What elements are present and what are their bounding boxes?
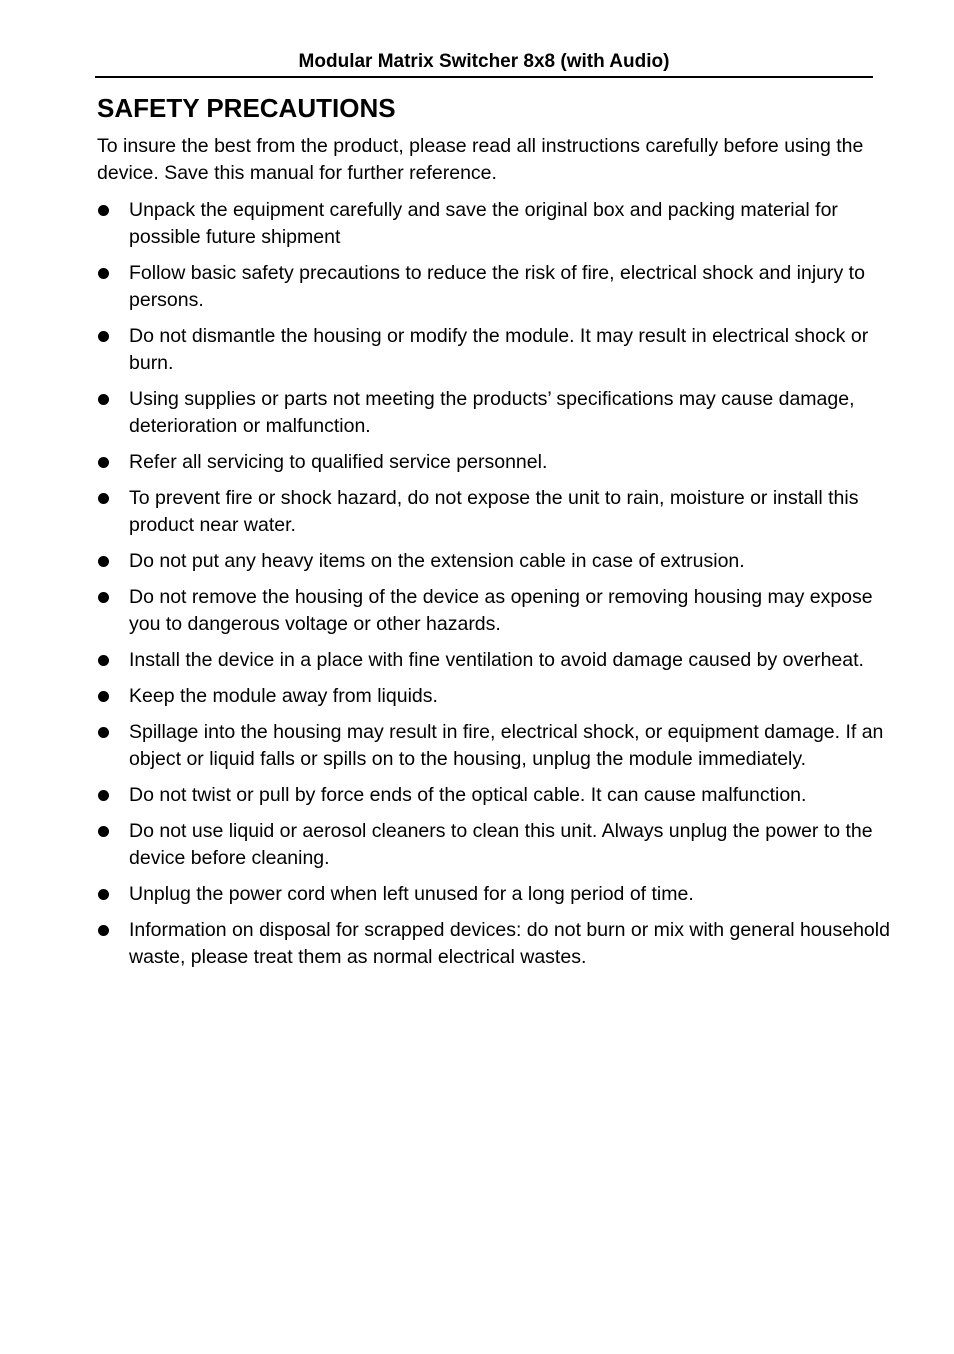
section-title: SAFETY PRECAUTIONS xyxy=(97,93,396,123)
list-item-text: Follow basic safety precautions to reduce the risk of fire, electrical shock and injury to persons. xyxy=(129,262,865,311)
list-item xyxy=(97,719,897,773)
list-item xyxy=(97,323,897,377)
list-item-text: Do not twist or pull by force ends of the optical cable. It can cause malfunction. xyxy=(129,784,807,806)
list-item-text: To prevent fire or shock hazard, do not expose the unit to rain, moisture or install this product near water. xyxy=(129,487,859,536)
list-item xyxy=(97,386,897,440)
list-item xyxy=(97,881,897,908)
list-item-text: Unplug the power cord when left unused for a long period of time. xyxy=(129,883,694,905)
list-item-text: Keep the module away from liquids. xyxy=(129,685,438,707)
bullet-icon xyxy=(98,268,109,279)
list-item-text: Do not use liquid or aerosol cleaners to clean this unit. Always unplug the power to the device before cleaning. xyxy=(129,820,873,869)
list-item xyxy=(97,584,897,638)
bullet-icon xyxy=(98,457,109,468)
list-item xyxy=(97,647,897,674)
list-item-text: Do not dismantle the housing or modify the module. It may result in electrical shock or burn. xyxy=(129,325,869,374)
bullet-icon xyxy=(98,394,109,405)
list-item-text: Refer all servicing to qualified service personnel. xyxy=(129,451,548,473)
list-item xyxy=(97,917,897,971)
list-item-text: Install the device in a place with fine ventilation to avoid damage caused by overheat. xyxy=(129,649,864,671)
bullet-icon xyxy=(98,493,109,504)
list-item-text: Unpack the equipment carefully and save the original box and packing material for possible future shipment xyxy=(129,199,838,248)
intro-paragraph: To insure the best from the product, please read all instructions carefully before using the device. Save this manual for further reference. xyxy=(97,135,864,184)
bullet-icon xyxy=(98,691,109,702)
bullet-icon xyxy=(98,556,109,567)
list-item xyxy=(97,485,897,539)
list-item xyxy=(97,683,897,710)
list-item-text: Do not remove the housing of the device as opening or removing housing may expose you to dangerous voltage or other hazards. xyxy=(129,586,873,635)
bullet-icon xyxy=(98,889,109,900)
bullet-icon xyxy=(98,592,109,603)
list-item xyxy=(97,818,897,872)
bullet-icon xyxy=(98,925,109,936)
bullet-icon xyxy=(98,727,109,738)
list-item xyxy=(97,260,897,314)
running-header: Modular Matrix Switcher 8x8 (with Audio) xyxy=(298,51,670,72)
bullet-icon xyxy=(98,655,109,666)
list-item xyxy=(97,548,897,575)
list-item-text: Using supplies or parts not meeting the products’ specifications may cause damage, deterioration or malfunction. xyxy=(129,388,855,437)
list-item-text: Information on disposal for scrapped devices: do not burn or mix with general household waste, please treat them as normal electrical wastes. xyxy=(129,919,890,968)
list-item-text: Do not put any heavy items on the extension cable in case of extrusion. xyxy=(129,550,745,572)
header-rule xyxy=(95,76,873,78)
list-item-text: Spillage into the housing may result in fire, electrical shock, or equipment damage. If an object or liquid falls or spills on to the housing, unplug the module immediately. xyxy=(129,721,884,770)
bullet-icon xyxy=(98,331,109,342)
safety-list xyxy=(97,197,897,980)
bullet-icon xyxy=(98,826,109,837)
list-item xyxy=(97,197,897,251)
bullet-icon xyxy=(98,790,109,801)
bullet-icon xyxy=(98,205,109,216)
list-item xyxy=(97,449,897,476)
list-item xyxy=(97,782,897,809)
